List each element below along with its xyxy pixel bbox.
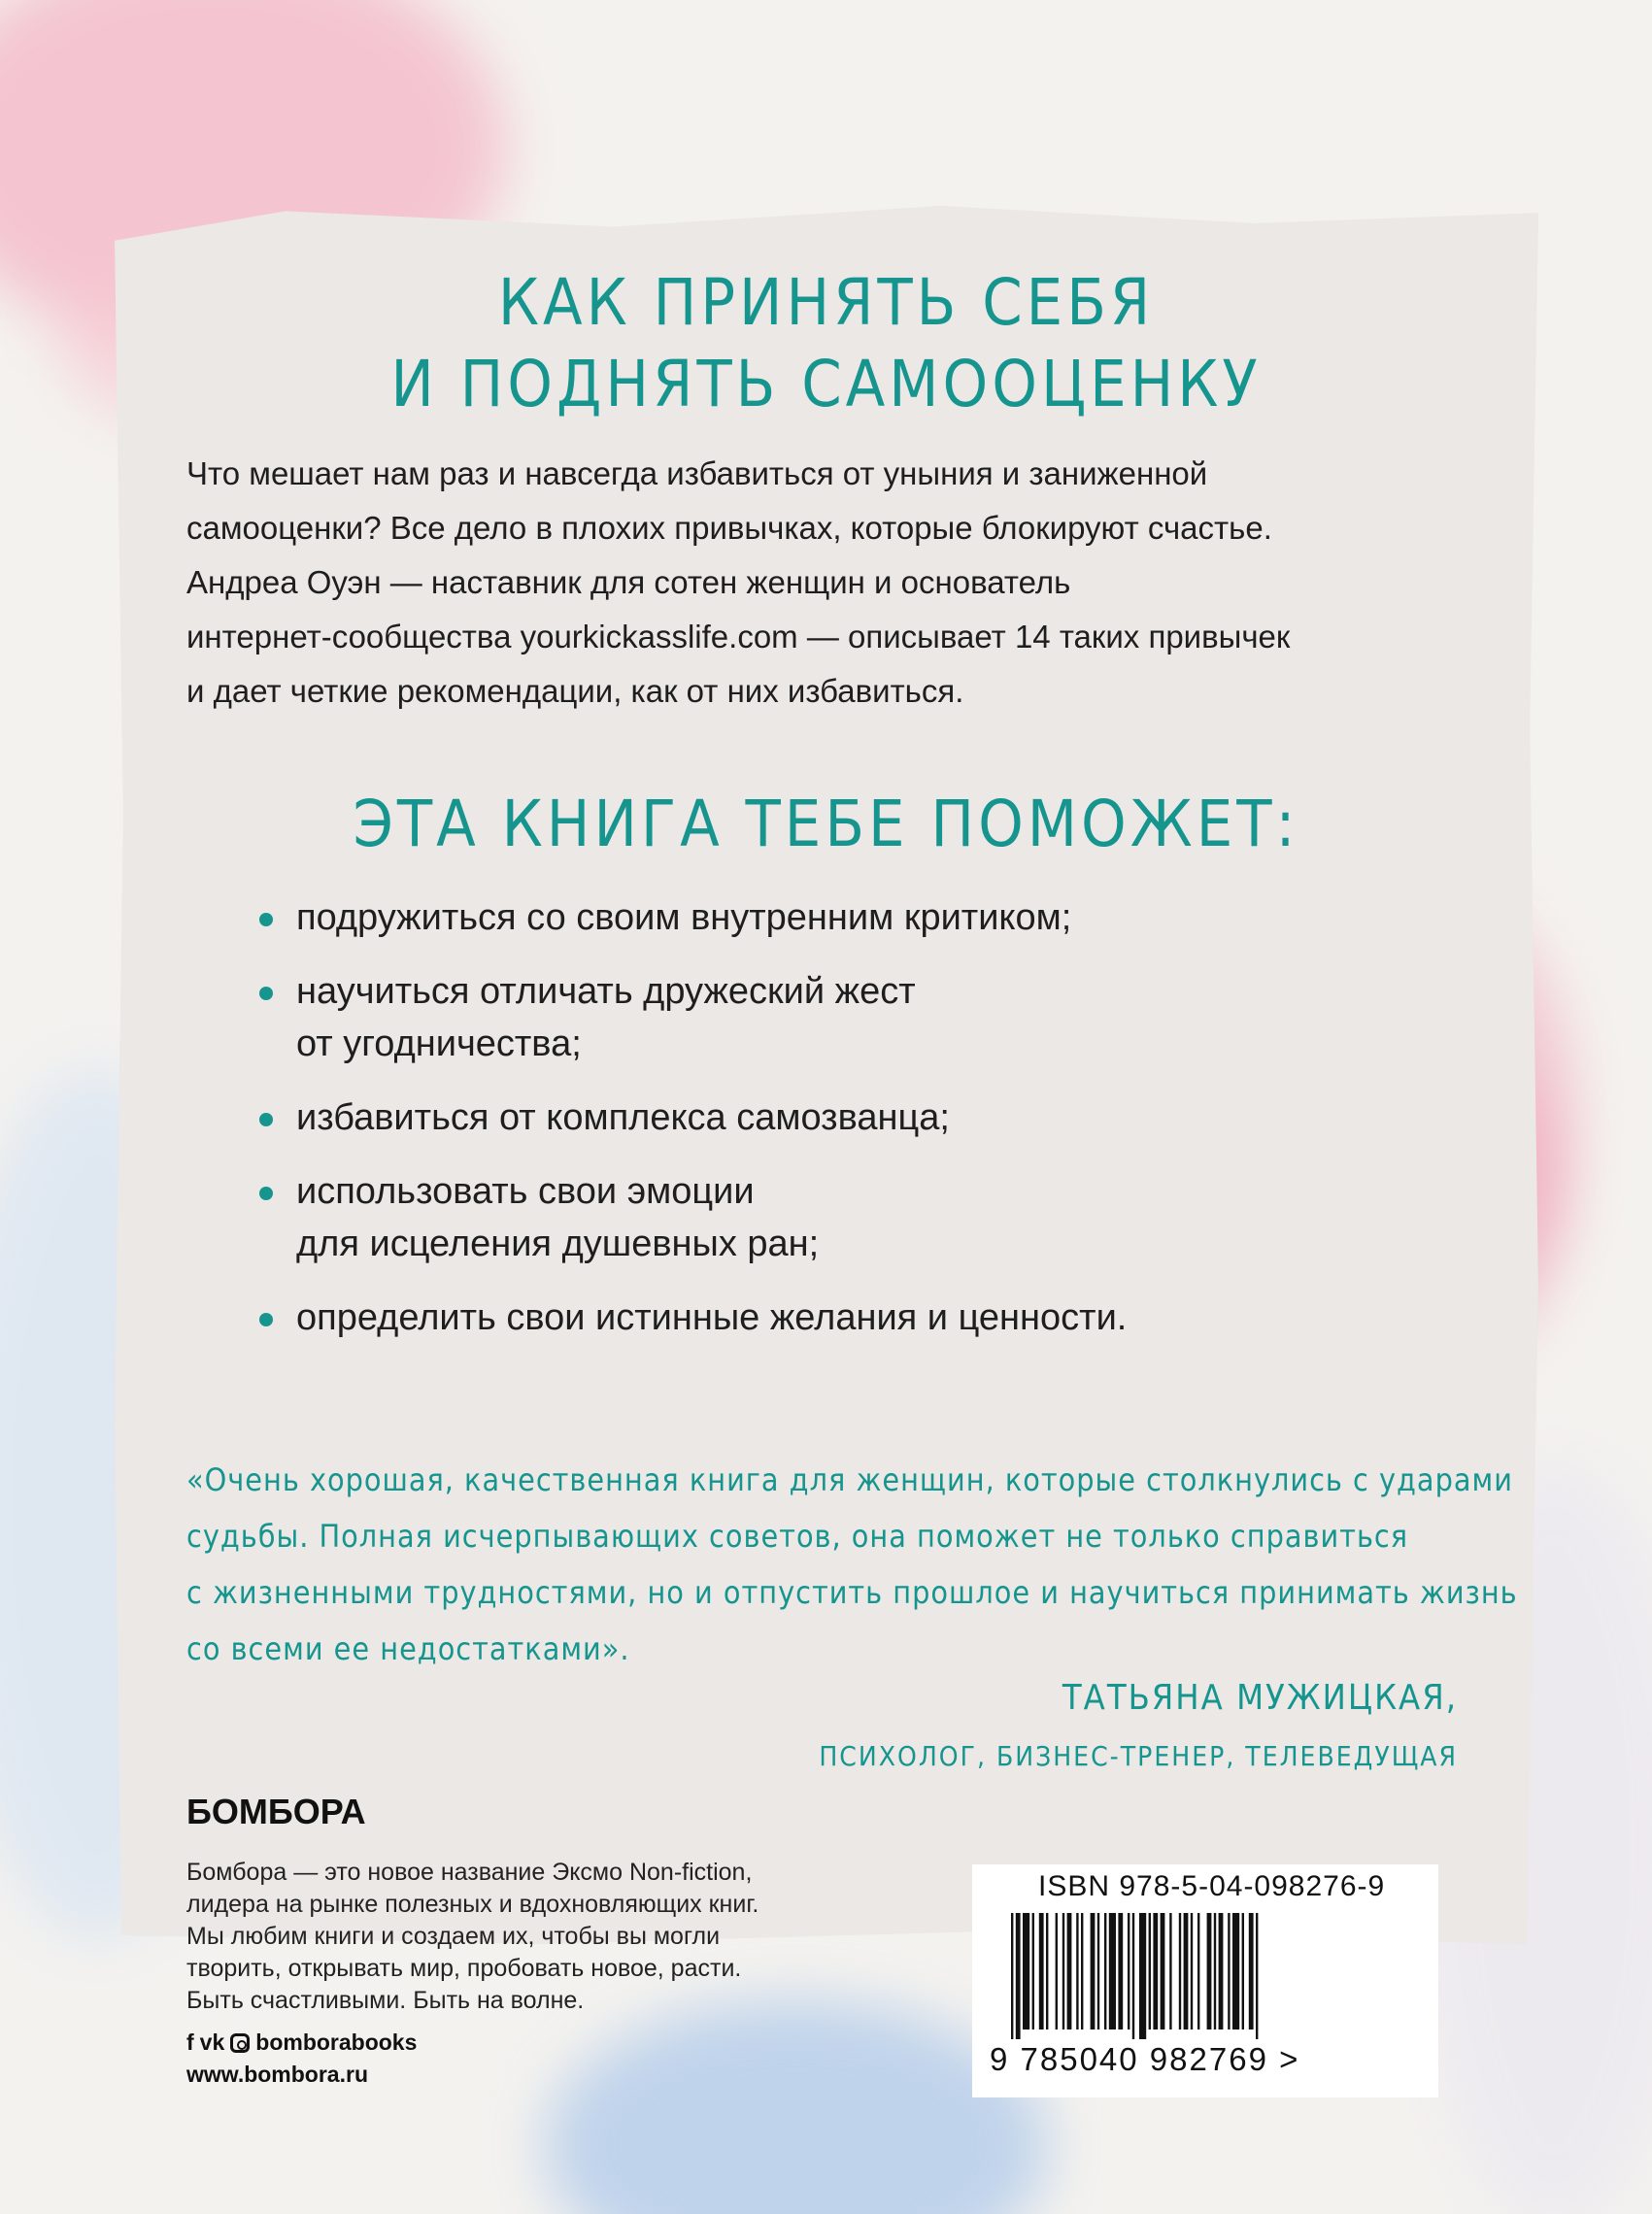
list-item-text: научиться отличать дружеский жест: [296, 971, 916, 1012]
intro-line: Что мешает нам раз и навсегда избавиться от уныния и заниженной: [186, 455, 1208, 491]
social-links: [186, 2030, 417, 2056]
review-quote: [186, 1452, 1518, 1677]
list-item: [296, 1091, 1316, 1144]
barcode-bar: [1161, 1913, 1165, 2030]
barcode-bar: [1032, 1913, 1034, 2030]
list-item-text: определить свои истинные желания и ценности.: [296, 1297, 1128, 1338]
help-heading: ЭТА КНИГА ТЕБЕ ПОМОЖЕТ:: [353, 787, 1299, 861]
cover-title-line-2: И ПОДНЯТЬ САМООЦЕНКУ: [390, 347, 1262, 421]
barcode-bar: [1128, 1913, 1129, 2030]
barcode-bar: [1067, 1913, 1072, 2030]
barcode-digits: 9 785040 982769 >: [990, 2041, 1300, 2077]
barcode-bar: [1169, 1913, 1171, 2030]
barcode-bar: [1232, 1913, 1239, 2030]
barcode-bar: [1109, 1913, 1116, 2030]
intro-line: Андреа Оуэн — наставник для сотен женщин и основатель: [186, 564, 1071, 600]
barcode-bar: [1249, 1913, 1254, 2030]
barcode-bar: [1091, 1913, 1096, 2030]
intro-line: и дает четкие рекомендации, как от них избавиться.: [186, 673, 964, 709]
barcode-bar: [1039, 1913, 1044, 2030]
quote-author-role: ПСИХОЛОГ, БИЗНЕС-ТРЕНЕР, ТЕЛЕВЕДУЩАЯ: [819, 1740, 1458, 1772]
benefits-list: [296, 891, 1316, 1365]
barcode-bar: [1197, 1913, 1199, 2030]
barcode-bar: [1256, 1913, 1258, 2039]
list-item: [296, 1292, 1316, 1344]
barcode-bar: [1191, 1913, 1193, 2030]
list-item-text: использовать свои эмоции: [296, 1171, 755, 1212]
list-item-text: избавиться от комплекса самозванца;: [296, 1097, 950, 1138]
quote-line: судьбы. Полная исчерпывающих советов, она поможет не только справиться: [186, 1518, 1409, 1555]
list-item-text: для исцеления душевных ран;: [296, 1224, 820, 1264]
vk-icon[interactable]: vk: [199, 2030, 225, 2055]
publisher-about: [186, 1857, 866, 2017]
barcode-bar: [1207, 1913, 1212, 2030]
quote-line: «Очень хорошая, качественная книга для женщин, которые столкнулись с ударами: [186, 1461, 1513, 1498]
barcode-bar: [1219, 1913, 1224, 2030]
barcode-bar: [1076, 1913, 1078, 2030]
barcode-bar: [1139, 1913, 1146, 2039]
publisher-website[interactable]: www.bombora.ru: [186, 2062, 368, 2087]
barcode-bar: [1228, 1913, 1230, 2030]
isbn-label: ISBN 978-5-04-098276-9: [1038, 1870, 1386, 1902]
barcode-bar: [1081, 1913, 1083, 2030]
barcode-bar: [1104, 1913, 1106, 2030]
about-line: творить, открывать мир, пробовать новое, расти.: [186, 1955, 742, 1982]
instagram-icon[interactable]: [230, 2033, 250, 2053]
list-item-text: от угодничества;: [296, 1023, 582, 1064]
barcode-bar: [1097, 1913, 1099, 2030]
list-item-text: подружиться со своим внутренним критиком;: [296, 897, 1072, 938]
barcode-bar: [1046, 1913, 1048, 2030]
barcode-bar: [1118, 1913, 1123, 2030]
barcode-bar: [1016, 1913, 1021, 2039]
facebook-icon[interactable]: f: [186, 2030, 194, 2055]
barcode-bar: [1214, 1913, 1216, 2030]
list-item: [296, 965, 1316, 1070]
about-line: Мы любим книги и создаем их, чтобы вы могли: [186, 1923, 721, 1950]
barcode-bar: [1062, 1913, 1064, 2030]
barcode-bar: [1011, 1913, 1013, 2039]
barcode-bar: [1184, 1913, 1189, 2030]
intro-line: интернет-сообщества yourkickasslife.com — описывает 14 таких привычек: [186, 619, 1291, 654]
isbn-barcode-block: [972, 1864, 1438, 2097]
list-item: [296, 1165, 1316, 1270]
quote-author: ТАТЬЯНА МУЖИЦКАЯ,: [1062, 1678, 1458, 1718]
intro-paragraph: [186, 447, 1449, 719]
barcode-bar: [1149, 1913, 1151, 2030]
barcode-bar: [1179, 1913, 1181, 2030]
about-line: Бомбора — это новое название Эксмо Non-fiction,: [186, 1859, 753, 1886]
about-line: Быть счастливыми. Быть на волне.: [186, 1987, 585, 2014]
about-line: лидера на рынке полезных и вдохновляющих книг.: [186, 1891, 759, 1918]
barcode-bar: [1242, 1913, 1244, 2030]
barcode-bar: [1056, 1913, 1058, 2030]
quote-line: со всеми ее недостатками».: [186, 1630, 630, 1667]
barcode-bar: [1023, 1913, 1029, 2030]
quote-line: с жизненными трудностями, но и отпустить прошлое и научиться принимать жизнь: [186, 1574, 1518, 1611]
list-item: [296, 891, 1316, 944]
intro-line: самооценки? Все дело в плохих привычках, которые блокируют счастье.: [186, 510, 1272, 546]
barcode-bar: [1153, 1913, 1158, 2030]
barcode-bar: [1132, 1913, 1134, 2039]
cover-title-line-1: КАК ПРИНЯТЬ СЕБЯ: [497, 265, 1155, 340]
social-handle[interactable]: bomborabooks: [255, 2030, 418, 2055]
barcode: [1011, 1913, 1399, 2039]
publisher-logo: БОМБОРА: [186, 1792, 366, 1831]
